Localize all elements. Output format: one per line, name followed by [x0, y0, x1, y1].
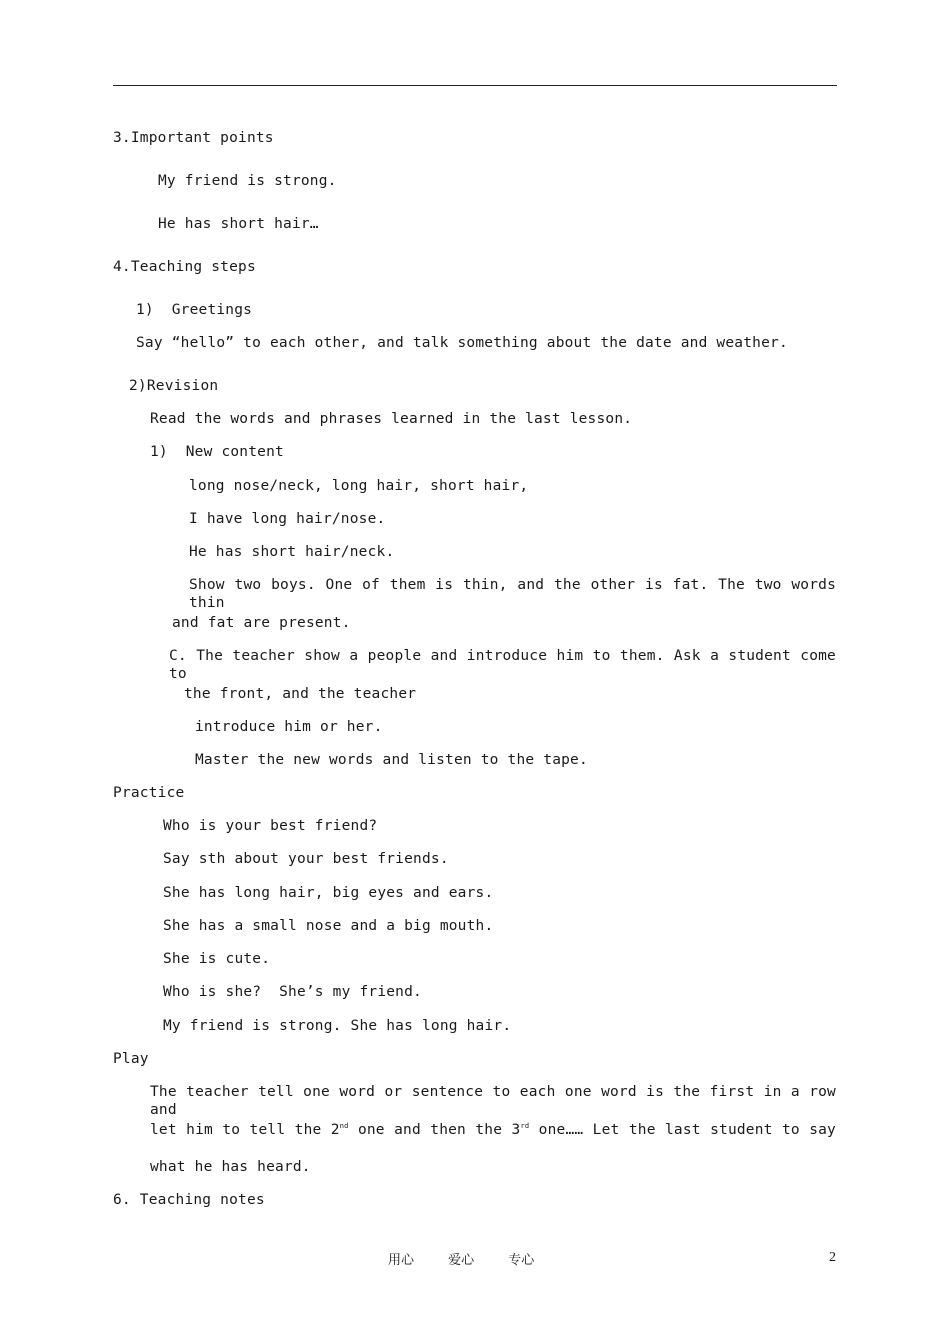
text-line: C. The teacher show a people and introduce him to them. Ask a student come to [169, 648, 836, 682]
text-line: Read the words and phrases learned in the last lesson. [150, 411, 633, 427]
header-rule [113, 85, 837, 86]
page-number: 2 [829, 1250, 836, 1265]
text-line: The teacher tell one word or sentence to each one word is the first in a row and [150, 1084, 836, 1118]
text-line: Say sth about your best friends. [163, 851, 449, 867]
text-fragment: one and then the 3 [348, 1122, 521, 1138]
text-line: He has short hair… [158, 216, 319, 232]
text-line: the front, and the teacher [184, 686, 417, 702]
text-line: Who is your best friend? [163, 818, 378, 834]
text-line [150, 1121, 836, 1139]
subsection-heading: 1) New content [150, 444, 284, 460]
text-line: He has short hair/neck. [189, 544, 395, 560]
subsection-heading: 2)Revision [129, 378, 219, 394]
text-line: Master the new words and listen to the tape. [195, 752, 588, 768]
text-line: Say “hello” to each other, and talk something about the date and weather. [136, 335, 788, 351]
text-line: what he has heard. [150, 1159, 311, 1175]
footer-text: 用心 爱心 专心 [388, 1253, 535, 1268]
text-line: Show two boys. One of them is thin, and the other is fat. The two words thin [189, 577, 836, 611]
text-line: She has a small nose and a big mouth. [163, 918, 494, 934]
text-fragment: let him to tell the 2 [150, 1122, 340, 1138]
text-line: long nose/neck, long hair, short hair, [189, 478, 529, 494]
section-heading: 3.Important points [113, 130, 274, 146]
text-line: She is cute. [163, 951, 271, 967]
section-heading: Play [113, 1051, 149, 1067]
text-line: and fat are present. [172, 615, 351, 631]
section-heading: 4.Teaching steps [113, 259, 256, 275]
text-line: She has long hair, big eyes and ears. [163, 885, 494, 901]
text-line: I have long hair/nose. [189, 511, 386, 527]
ordinal-suffix: rd [520, 1122, 530, 1130]
subsection-heading: 1) Greetings [136, 302, 253, 318]
text-line: My friend is strong. She has long hair. [163, 1018, 512, 1034]
text-fragment: one…… Let the last student to say [529, 1122, 836, 1138]
text-line: My friend is strong. [158, 173, 337, 189]
ordinal-suffix: nd [339, 1122, 349, 1130]
text-line: Who is she? She’s my friend. [163, 984, 422, 1000]
section-heading: 6. Teaching notes [113, 1192, 265, 1208]
text-line: introduce him or her. [195, 719, 383, 735]
section-heading: Practice [113, 785, 185, 801]
